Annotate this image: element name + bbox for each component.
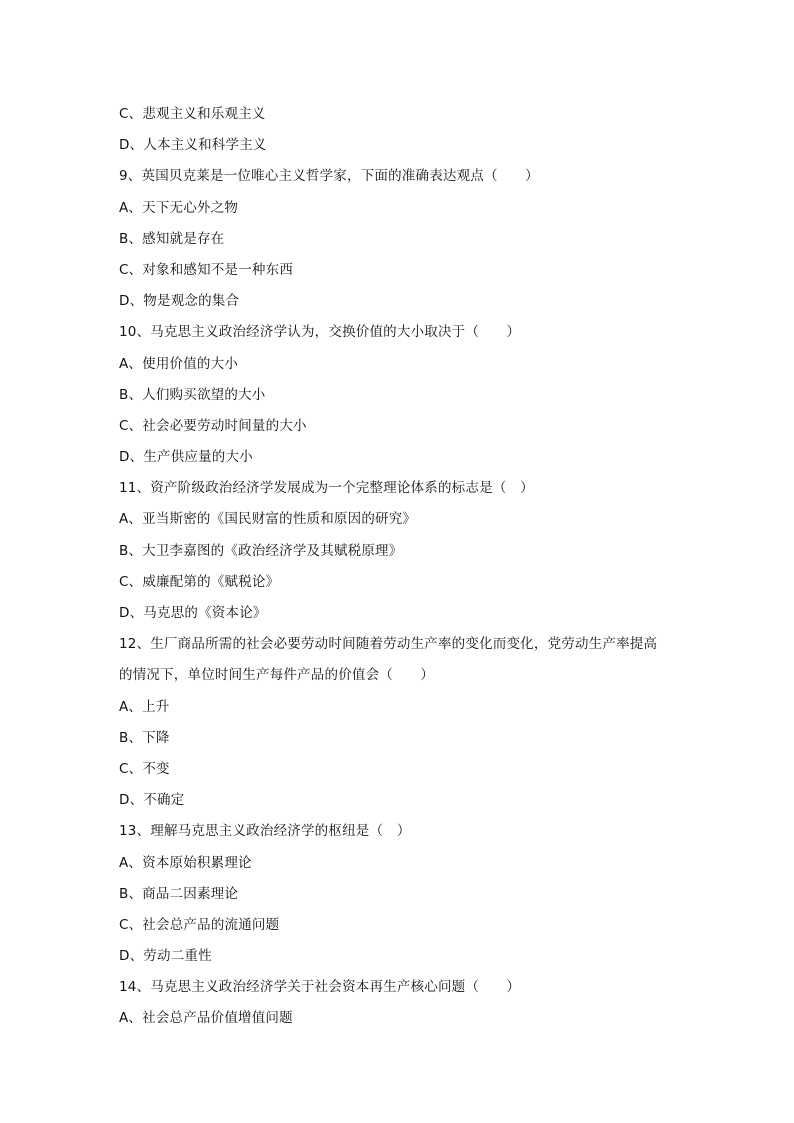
option-a-q13: A、资本原始积累理论 bbox=[119, 854, 252, 871]
option-d-q11: D、马克思的《资本论》 bbox=[119, 605, 267, 621]
option-a-q11: A、亚当斯密的《国民财富的性质和原因的研究》 bbox=[119, 511, 417, 528]
option-c-q12: C、不变 bbox=[119, 760, 170, 777]
question-12: 12、生厂商品所需的社会必要劳动时间随着劳动生产率的变化而变化，党劳动生产率提高 bbox=[119, 636, 658, 653]
option-b-q12: B、下降 bbox=[119, 729, 170, 746]
question-11: 11、资产阶级政治经济学发展成为一个完整理论体系的标志是（ ） bbox=[119, 480, 534, 497]
option-c-q8: C、悲观主义和乐观主义 bbox=[119, 106, 266, 122]
option-c-q13: C、社会总产品的流通问题 bbox=[119, 916, 280, 933]
option-a-q12: A、上升 bbox=[119, 698, 170, 715]
question-12-continued: 的情况下，单位时间生产每件产品的价值会（ ） bbox=[119, 667, 435, 684]
question-10: 10、马克思主义政治经济学认为，交换价值的大小取决于（ ） bbox=[119, 324, 521, 341]
option-d-q12: D、不确定 bbox=[119, 792, 185, 809]
option-b-q13: B、商品二因素理论 bbox=[119, 885, 239, 902]
option-a-q14: A、社会总产品价值增值问题 bbox=[119, 1010, 293, 1027]
option-d-q9: D、物是观念的集合 bbox=[119, 293, 240, 310]
question-14: 14、马克思主义政治经济学关于社会资本再生产核心问题（ ） bbox=[119, 979, 521, 996]
option-d-q13: D、劳动二重性 bbox=[119, 948, 212, 965]
option-b-q10: B、人们购买欲望的大小 bbox=[119, 386, 266, 403]
option-c-q9: C、对象和感知不是一种东西 bbox=[119, 261, 294, 278]
question-9: 9、英国贝克莱是一位唯心主义哲学家，下面的准确表达观点（ ） bbox=[119, 168, 539, 185]
option-b-q9: B、感知就是存在 bbox=[119, 230, 225, 247]
option-b-q11: B、大卫李嘉图的《政治经济学及其赋税原理》 bbox=[119, 542, 403, 559]
document-page bbox=[119, 101, 679, 1037]
question-13: 13、理解马克思主义政治经济学的枢纽是（ ） bbox=[119, 823, 411, 840]
option-d-q8: D、人本主义和科学主义 bbox=[119, 137, 267, 154]
option-a-q10: A、使用价值的大小 bbox=[119, 355, 239, 372]
option-c-q11: C、威廉配第的《赋税论》 bbox=[119, 573, 280, 590]
option-c-q10: C、社会必要劳动时间量的大小 bbox=[119, 417, 307, 434]
option-a-q9: A、天下无心外之物 bbox=[119, 199, 239, 216]
option-d-q10: D、生产供应量的大小 bbox=[119, 449, 253, 466]
